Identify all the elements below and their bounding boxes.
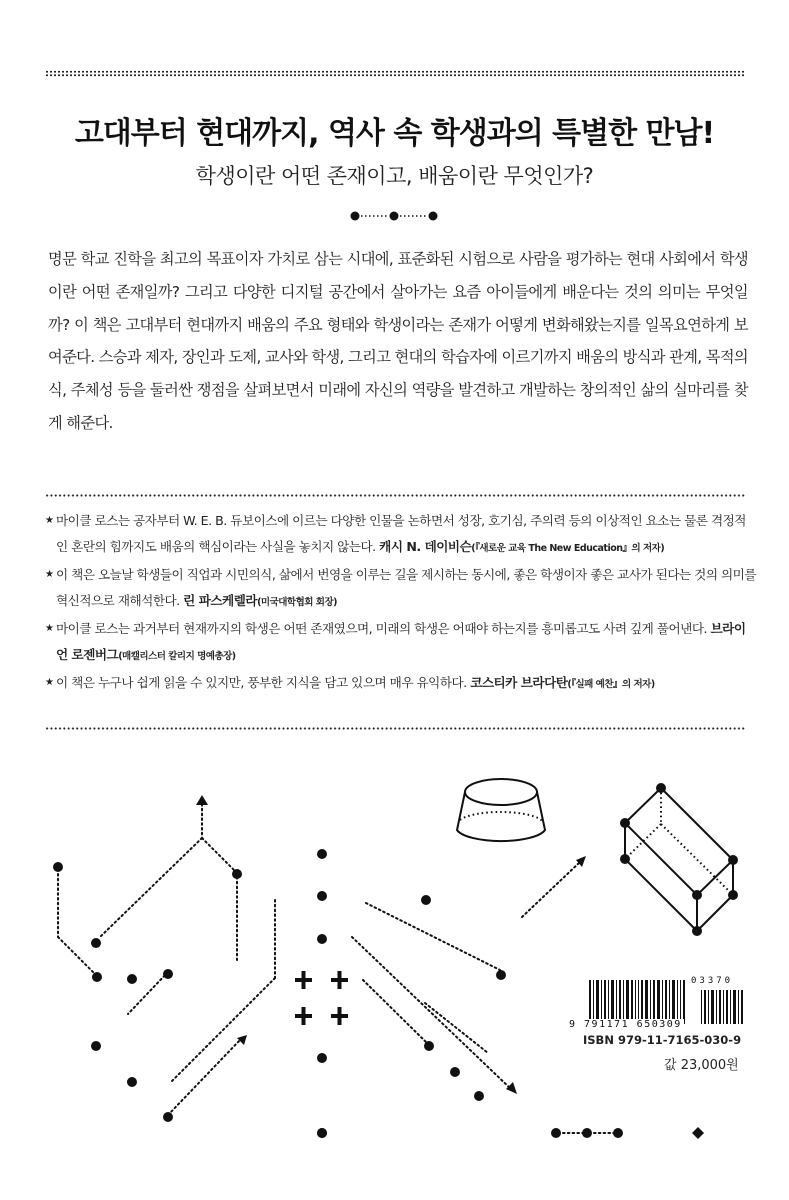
endorsement-author: 린 파스케렐라	[183, 593, 258, 608]
barcode-digits: 9 791171 650309	[569, 1019, 682, 1030]
bottom-dotted-divider	[45, 727, 745, 730]
endorsement-author: 코스티카 브라다탄	[470, 675, 568, 690]
endorsement-text: 이 책은 누구나 쉽게 읽을 수 있지만, 풍부한 지식을 담고 있으며 매우 유익하다.	[56, 675, 471, 690]
endorsements-list	[45, 508, 757, 698]
endorsement-item	[45, 508, 757, 562]
subheadline: 학생이란 어떤 존재이고, 배움이란 무엇인가?	[195, 164, 594, 188]
endorsement-item	[45, 562, 757, 616]
endorsement-role: (미국대학협회 회장)	[257, 597, 337, 608]
middle-dotted-divider	[45, 494, 745, 497]
isbn: ISBN 979-11-7165-030-9	[583, 1033, 742, 1047]
endorsement-text: 마이클 로스는 과거부터 현재까지의 학생은 어떤 존재였으며, 미래의 학생은 어때야 하는지를 흥미롭고도 사려 깊게 풀어낸다.	[56, 621, 711, 636]
endorsement-author: 브라이언 로젠버그	[56, 621, 746, 662]
star-icon: ★	[45, 623, 54, 634]
star-icon: ★	[45, 569, 54, 580]
endorsement-item	[45, 616, 757, 670]
endorsement-text: 이 책은 오늘날 학생들이 직업과 시민의식, 삶에서 번영을 이루는 길을 제시하는 동시에, 좋은 학생이자 좋은 교사가 된다는 것의 의미를 혁신적으로 재해석한다.	[56, 567, 757, 608]
star-icon: ★	[45, 515, 54, 526]
star-icon: ★	[45, 677, 54, 688]
endorsement-role: (『새로운 교육 The New Education』의 저자)	[471, 543, 665, 554]
price: 값 23,000원	[664, 1058, 739, 1073]
box-wireframe	[625, 788, 733, 931]
endorsement-role: (매캘리스터 칼리지 명예총장)	[118, 651, 236, 662]
book-description: 명문 학교 진학을 최고의 목표이자 가치로 삼는 시대에, 표준화된 시험으로 사람을 평가하는 현대 사회에서 학생이란 어떤 존재일까? 그리고 다양한 디지털 공간에서 살아가는 요즘 아이들에게 배운다는 것의 의미는 무엇일까? 이 책은 고대부터 현대까지 배움의 주요 형태와 학생이라는 존재가 어떻게 변화해왔는지를 일목요연하게 보여준다. 스승과 제자, 장인과 도제, 교사와 학생, 그리고 현대의 학습자에 이르기까지 배움의 방식과 관계, 목적의식, 주체성 등을 둘러싼 쟁점을 살펴보면서 미래에 자신의 역량을 발견하고 개발하는 창의적인 삶의 실마리를 찾게 해준다.	[48, 250, 748, 432]
endorsement-author: 캐시 N. 데이비슨	[379, 539, 472, 554]
top-dotted-divider	[45, 70, 745, 77]
barcode-addon-digits: 03370	[691, 976, 734, 986]
barcode	[577, 980, 767, 1040]
endorsement-role: (『실패 예찬』의 저자)	[567, 679, 655, 690]
cone-shape	[457, 779, 545, 841]
dot-ornament-icon	[349, 209, 439, 223]
endorsement-text: 마이클 로스는 공자부터 W. E. B. 듀보이스에 이르는 다양한 인물을 논하면서 성장, 호기심, 주의력 등의 이상적인 요소는 물론 격정적인 혼란의 힘까지도 배움의 핵심이라는 사실을 놓치지 않는다.	[56, 513, 746, 554]
geometric-illustration	[0, 740, 789, 1200]
headline: 고대부터 현대까지, 역사 속 학생과의 특별한 만남!	[74, 116, 715, 151]
endorsement-item	[45, 670, 757, 698]
